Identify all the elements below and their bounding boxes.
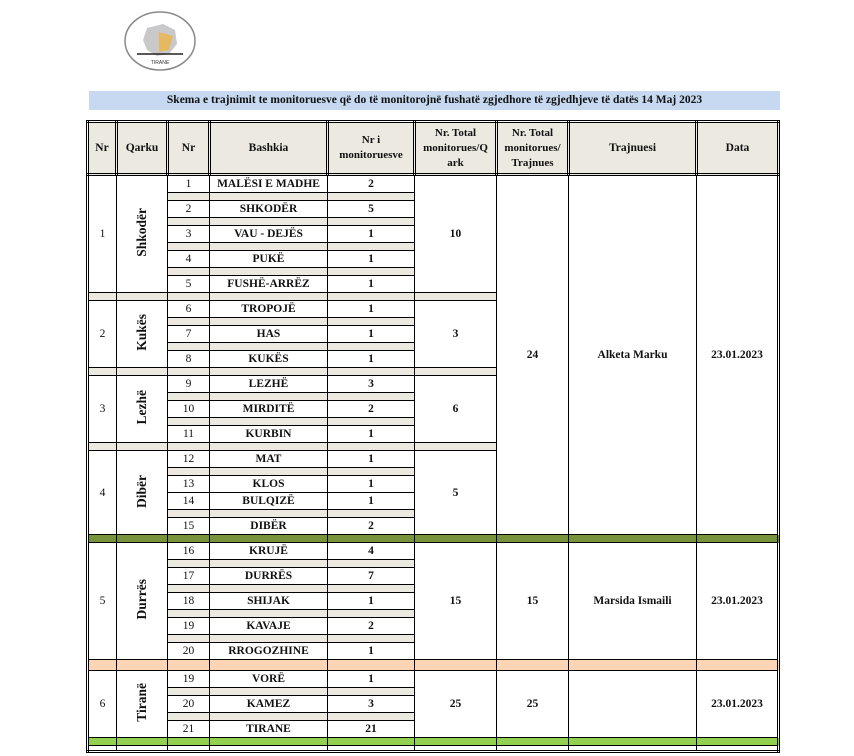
header-total-trajnues: Nr. Total monitorues/ Trajnues	[497, 122, 569, 175]
bashkia-name: SHKODËR	[210, 201, 328, 218]
spacer-cell	[210, 510, 328, 518]
bashkia-number: 7	[168, 326, 210, 343]
spacer-cell	[328, 560, 415, 568]
bashkia-name: TROPOJË	[210, 301, 328, 318]
qarku-name: Tiranë	[134, 683, 149, 722]
spacer-cell	[168, 218, 210, 226]
separator-cell	[497, 660, 569, 671]
monitor-count: 2	[328, 175, 415, 193]
spacer-cell	[168, 318, 210, 326]
separator-cell	[168, 293, 210, 301]
total-per-trainer: 24	[497, 175, 569, 535]
spacer-cell	[210, 635, 328, 643]
spacer-cell	[328, 510, 415, 518]
separator-cell	[117, 443, 168, 451]
total-per-trainer: 15	[497, 543, 569, 660]
training-date: 23.01.2023	[697, 671, 779, 738]
bashkia-number: 20	[168, 696, 210, 713]
spacer-cell	[210, 468, 328, 476]
separator-cell	[210, 738, 328, 746]
bashkia-number: 8	[168, 351, 210, 368]
bashkia-number: 1	[168, 175, 210, 193]
bashkia-name: MALËSI E MADHE	[210, 175, 328, 193]
sep-dark-separator	[88, 535, 779, 543]
monitor-count: 3	[328, 696, 415, 713]
table-row	[88, 543, 779, 560]
bashkia-name: VORË	[210, 671, 328, 688]
spacer-cell	[168, 468, 210, 476]
bashkia-name: DIBËR	[210, 518, 328, 535]
qark-number: 5	[88, 543, 117, 660]
bashkia-name: SHIJAK	[210, 593, 328, 610]
trainer-name: Marsida Ismaili	[569, 543, 697, 660]
trainer-name: Alketa Marku	[569, 175, 697, 535]
spacer-cell	[328, 318, 415, 326]
monitor-count: 1	[328, 426, 415, 443]
qarku-name: Lezhë	[134, 390, 149, 425]
monitor-count: 1	[328, 276, 415, 293]
spacer-cell	[210, 585, 328, 593]
separator-cell	[415, 738, 497, 746]
total-per-qark: 15	[415, 543, 497, 660]
spacer-cell	[328, 585, 415, 593]
separator-cell	[117, 293, 168, 301]
separator-cell	[168, 738, 210, 746]
monitor-count: 1	[328, 251, 415, 268]
header-bashkia: Bashkia	[210, 122, 328, 175]
table-row	[88, 175, 779, 193]
header-qarku: Qarku	[117, 122, 168, 175]
header-row	[88, 122, 779, 175]
separator-cell	[117, 738, 168, 746]
bashkia-name: MIRDITË	[210, 401, 328, 418]
separator-cell	[497, 535, 569, 543]
spacer-cell	[210, 268, 328, 276]
training-date: 23.01.2023	[697, 175, 779, 535]
spacer-cell	[168, 243, 210, 251]
bashkia-number: 17	[168, 568, 210, 585]
spacer-cell	[328, 393, 415, 401]
partial-cell	[117, 746, 168, 752]
qark-number: 4	[88, 451, 117, 535]
bashkia-name: PUKË	[210, 251, 328, 268]
spacer-cell	[328, 688, 415, 696]
spacer-cell	[328, 268, 415, 276]
separator-cell	[697, 660, 779, 671]
separator-cell	[168, 443, 210, 451]
training-schedule-table	[86, 120, 780, 753]
spacer-cell	[328, 418, 415, 426]
qarku-cell	[117, 451, 168, 535]
separator-cell	[328, 368, 415, 376]
spacer-cell	[328, 343, 415, 351]
partial-cell	[210, 746, 328, 752]
monitor-count: 1	[328, 451, 415, 468]
table-row	[88, 671, 779, 688]
monitor-count: 1	[328, 643, 415, 660]
separator-cell	[210, 660, 328, 671]
separator-cell	[415, 535, 497, 543]
spacer-cell	[168, 610, 210, 618]
spacer-cell	[328, 635, 415, 643]
separator-cell	[328, 535, 415, 543]
organization-logo	[123, 10, 197, 72]
bashkia-name: KAMEZ	[210, 696, 328, 713]
spacer-cell	[210, 418, 328, 426]
spacer-cell	[328, 610, 415, 618]
header-data: Data	[697, 122, 779, 175]
qarku-name: Durrës	[134, 579, 149, 620]
separator-cell	[210, 293, 328, 301]
separator-cell	[117, 368, 168, 376]
spacer-cell	[210, 393, 328, 401]
spacer-cell	[168, 635, 210, 643]
bashkia-number: 14	[168, 493, 210, 510]
monitor-count: 1	[328, 476, 415, 493]
separator-cell	[210, 535, 328, 543]
monitor-count: 2	[328, 618, 415, 635]
bashkia-number: 11	[168, 426, 210, 443]
bashkia-number: 12	[168, 451, 210, 468]
bashkia-name: KAVAJE	[210, 618, 328, 635]
bashkia-number: 3	[168, 226, 210, 243]
separator-cell	[117, 535, 168, 543]
partial-cell	[697, 746, 779, 752]
separator-cell	[88, 293, 117, 301]
bashkia-name: KURBIN	[210, 426, 328, 443]
partial-cell	[415, 746, 497, 752]
spacer-cell	[168, 418, 210, 426]
bashkia-number: 20	[168, 643, 210, 660]
total-per-qark: 25	[415, 671, 497, 738]
monitor-count: 5	[328, 201, 415, 218]
spacer-cell	[210, 343, 328, 351]
bashkia-name: TIRANE	[210, 721, 328, 738]
monitor-count: 1	[328, 326, 415, 343]
qark-number: 1	[88, 175, 117, 293]
header-nr-monitoruesve: Nr i monitoruesve	[328, 122, 415, 175]
qark-number: 2	[88, 301, 117, 368]
bashkia-number: 19	[168, 671, 210, 688]
sep-peach-separator	[88, 660, 779, 671]
separator-cell	[415, 660, 497, 671]
separator-cell	[328, 738, 415, 746]
separator-cell	[88, 535, 117, 543]
separator-cell	[168, 368, 210, 376]
monitor-count: 4	[328, 543, 415, 560]
qarku-name: Kukës	[134, 314, 149, 351]
trainer-name	[569, 671, 697, 738]
spacer-cell	[168, 268, 210, 276]
monitor-count: 1	[328, 593, 415, 610]
monitor-count: 3	[328, 376, 415, 393]
separator-cell	[88, 660, 117, 671]
spacer-cell	[168, 585, 210, 593]
monitor-count: 7	[328, 568, 415, 585]
sep-green-separator	[88, 738, 779, 746]
total-per-qark: 3	[415, 301, 497, 368]
bashkia-number: 18	[168, 593, 210, 610]
separator-cell	[328, 660, 415, 671]
header-trajnuesi: Trajnuesi	[569, 122, 697, 175]
bashkia-number: 10	[168, 401, 210, 418]
separator-cell	[497, 738, 569, 746]
separator-cell	[328, 293, 415, 301]
qarku-cell	[117, 543, 168, 660]
bashkia-name: LEZHË	[210, 376, 328, 393]
total-per-trainer: 25	[497, 671, 569, 738]
qarku-name: Dibër	[134, 474, 149, 508]
bashkia-name: VAU - DEJËS	[210, 226, 328, 243]
separator-cell	[415, 443, 497, 451]
header-nr-bashkia: Nr	[168, 122, 210, 175]
bashkia-number: 5	[168, 276, 210, 293]
spacer-cell	[210, 318, 328, 326]
qarku-cell	[117, 671, 168, 738]
bashkia-number: 15	[168, 518, 210, 535]
bashkia-number: 21	[168, 721, 210, 738]
spacer-cell	[210, 560, 328, 568]
separator-cell	[328, 443, 415, 451]
partial-cell	[88, 746, 117, 752]
monitor-count: 1	[328, 671, 415, 688]
spacer-cell	[168, 713, 210, 721]
partial-cell	[497, 746, 569, 752]
bashkia-number: 9	[168, 376, 210, 393]
bashkia-name: FUSHË-ARRËZ	[210, 276, 328, 293]
monitor-count: 1	[328, 226, 415, 243]
bashkia-name: KRUJË	[210, 543, 328, 560]
bashkia-number: 6	[168, 301, 210, 318]
bashkia-name: HAS	[210, 326, 328, 343]
separator-cell	[88, 738, 117, 746]
qarku-name: Shkodër	[134, 208, 149, 257]
spacer-cell	[210, 243, 328, 251]
total-per-qark: 6	[415, 376, 497, 443]
training-date: 23.01.2023	[697, 543, 779, 660]
monitor-count: 21	[328, 721, 415, 738]
monitor-count: 2	[328, 401, 415, 418]
bashkia-number: 2	[168, 201, 210, 218]
qarku-cell	[117, 376, 168, 443]
separator-cell	[88, 443, 117, 451]
bashkia-number: 4	[168, 251, 210, 268]
separator-cell	[415, 368, 497, 376]
spacer-cell	[328, 193, 415, 201]
total-per-qark: 10	[415, 175, 497, 293]
spacer-cell	[168, 393, 210, 401]
qark-number: 6	[88, 671, 117, 738]
spacer-cell	[210, 610, 328, 618]
total-per-qark: 5	[415, 451, 497, 535]
spacer-cell	[168, 343, 210, 351]
separator-cell	[117, 660, 168, 671]
spacer-cell	[328, 243, 415, 251]
separator-cell	[569, 738, 697, 746]
spacer-cell	[328, 713, 415, 721]
bashkia-number: 19	[168, 618, 210, 635]
svg-text:TIRANE: TIRANE	[150, 60, 170, 66]
qarku-cell	[117, 175, 168, 293]
spacer-cell	[328, 218, 415, 226]
spacer-cell	[210, 713, 328, 721]
separator-cell	[210, 443, 328, 451]
spacer-cell	[210, 688, 328, 696]
separator-cell	[697, 738, 779, 746]
separator-cell	[415, 293, 497, 301]
spacer-cell	[168, 688, 210, 696]
spacer-cell	[210, 218, 328, 226]
bashkia-name: KLOS	[210, 476, 328, 493]
separator-cell	[168, 535, 210, 543]
partial-cell	[168, 746, 210, 752]
spacer-cell	[328, 468, 415, 476]
monitor-count: 1	[328, 301, 415, 318]
partial-cell	[569, 746, 697, 752]
document-title: Skema e trajnimit te monitoruesve që do të monitorojnë fushatë zgjedhore të zgjedhjeve të datës 14 Maj 2023	[89, 91, 780, 110]
monitor-count: 1	[328, 351, 415, 368]
bashkia-name: BULQIZË	[210, 493, 328, 510]
bashkia-name: KUKËS	[210, 351, 328, 368]
qark-number: 3	[88, 376, 117, 443]
bashkia-number: 13	[168, 476, 210, 493]
header-total-qark: Nr. Total monitorues/Q ark	[415, 122, 497, 175]
qarku-cell	[117, 301, 168, 368]
bashkia-name: RROGOZHINE	[210, 643, 328, 660]
separator-cell	[569, 535, 697, 543]
partial-cell	[328, 746, 415, 752]
spacer-cell	[168, 510, 210, 518]
spacer-cell	[168, 560, 210, 568]
header-nr: Nr	[88, 122, 117, 175]
spacer-cell	[210, 193, 328, 201]
bashkia-number: 16	[168, 543, 210, 560]
separator-cell	[210, 368, 328, 376]
monitor-count: 2	[328, 518, 415, 535]
bashkia-name: MAT	[210, 451, 328, 468]
separator-cell	[697, 535, 779, 543]
separator-cell	[569, 660, 697, 671]
bashkia-name: DURRËS	[210, 568, 328, 585]
separator-cell	[168, 660, 210, 671]
next-row-partial	[88, 746, 779, 752]
spacer-cell	[168, 193, 210, 201]
separator-cell	[88, 368, 117, 376]
monitor-count: 1	[328, 493, 415, 510]
